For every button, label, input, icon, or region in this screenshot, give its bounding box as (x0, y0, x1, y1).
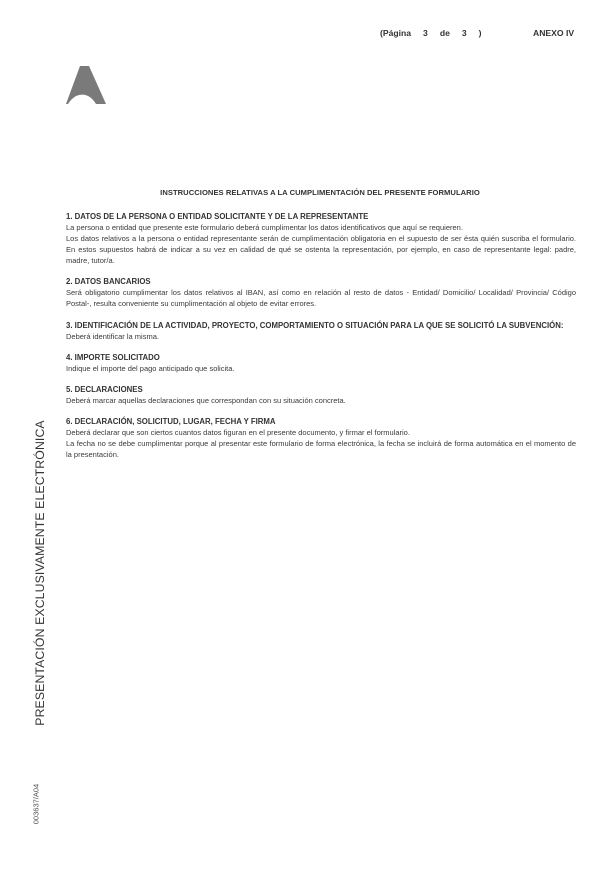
instruction-section (66, 320, 576, 342)
annex-label: ANEXO IV (533, 28, 575, 38)
instruction-section (66, 416, 576, 460)
section-paragraph: Indique el importe del pago anticipado que solicita. (66, 363, 235, 373)
section-paragraph: La persona o entidad que presente este formulario deberá cumplimentar los datos identificativos que aquí se requieren. (66, 223, 463, 232)
junta-andalucia-logo-icon (66, 66, 110, 106)
page-number-open: (Página (380, 28, 412, 38)
instruction-section (66, 352, 576, 374)
section-paragraph: Los datos relativos a la persona o entidad representante serán de cumplimentación obligatoria en el supuesto de ser ésta quién suscriba el formulario. En estos supuestos habrá de indicar a su vez en calidad de qué se ostenta la representación, por ejemplo, en caso de representante legal: padre, madre, tutor/a. (66, 234, 576, 265)
section-heading: 2. DATOS BANCARIOS (66, 277, 151, 287)
page-number-close: ) (478, 28, 482, 38)
instruction-section (66, 211, 576, 266)
section-paragraph: Será obligatorio cumplimentar los datos relativos al IBAN, así como en relación al resto de datos - Entidad/ Domicilio/ Localidad/ Provincia/ Código Postal-, resulta conveniente su cumplimentación al objeto de evitar errores. (66, 288, 576, 309)
page-number-current: 3 (423, 28, 428, 38)
instruction-section (66, 384, 576, 406)
page-number (380, 28, 482, 38)
section-paragraph: La fecha no se debe cumplimentar porque al presentar este formulario de forma electrónica, la fecha se incluirá de forma automática en el momento de la presentación. (66, 439, 576, 460)
section-heading: 6. DECLARACIÓN, SOLICITUD, LUGAR, FECHA Y FIRMA (66, 417, 276, 427)
instruction-section (66, 276, 576, 309)
section-paragraph: Deberá declarar que son ciertos cuantos datos figuran en el presente documento, y firmar el formulario. (66, 428, 410, 438)
page-number-of: de (439, 28, 450, 38)
section-heading: 4. IMPORTE SOLICITADO (66, 352, 160, 362)
section-heading: 5. DECLARACIONES (66, 385, 143, 395)
page-number-total: 3 (461, 28, 467, 38)
section-paragraph: Deberá marcar aquellas declaraciones que correspondan con su situación concreta. (66, 396, 346, 406)
document-title: INSTRUCCIONES RELATIVAS A LA CUMPLIMENTACIÓN DEL PRESENTE FORMULARIO (160, 188, 480, 197)
section-heading: 3. IDENTIFICACIÓN DE LA ACTIVIDAD, PROYECTO, COMPORTAMIENTO O SITUACIÓN PARA LA QUE SE SOLICITÓ LA SUBVENCIÓN: (66, 320, 564, 330)
section-heading: 1. DATOS DE LA PERSONA O ENTIDAD SOLICITANTE Y DE LA REPRESENTANTE (66, 212, 369, 221)
form-code: 003637/A04 (31, 783, 41, 825)
vertical-side-label: PRESENTACIÓN EXCLUSIVAMENTE ELECTRÓNICA (33, 420, 47, 726)
page-header (0, 28, 600, 40)
instructions-content (66, 211, 576, 471)
section-paragraph: Deberá identificar la misma. (66, 331, 159, 341)
